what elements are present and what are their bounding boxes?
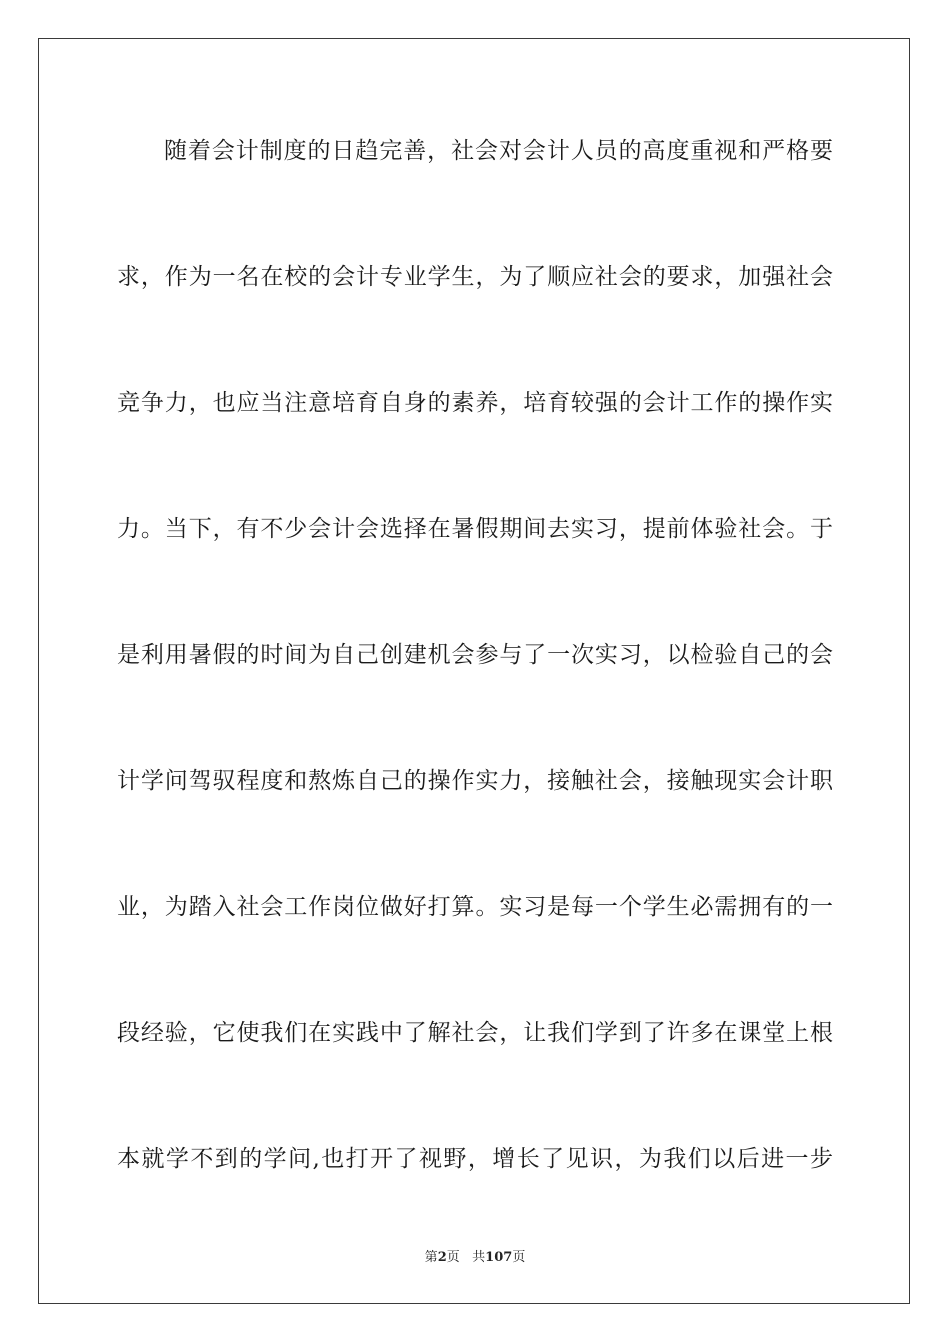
paragraph-line-6: 计学问驾驭程度和熬炼自己的操作实力，接触社会，接触现实会计职 — [117, 768, 833, 794]
paragraph-line-4: 力。当下，有不少会计会选择在暑假期间去实习，提前体验社会。于 — [117, 516, 833, 542]
paragraph-line-2: 求，作为一名在校的会计专业学生，为了顺应社会的要求，加强社会 — [117, 264, 833, 290]
paragraph-line-3: 竞争力，也应当注意培育自身的素养，培育较强的会计工作的操作实 — [117, 390, 833, 416]
total-prefix: 共 — [472, 1250, 486, 1265]
paragraph-line-9: 本就学不到的学问,也打开了视野，增长了见识，为我们以后进一步 — [117, 1146, 833, 1172]
page-suffix: 页 — [446, 1250, 460, 1265]
page-prefix: 第 — [424, 1250, 438, 1265]
paragraph-line-7: 业，为踏入社会工作岗位做好打算。实习是每一个学生必需拥有的一 — [117, 894, 833, 920]
total-pages: 107 — [485, 1250, 513, 1265]
document-body — [117, 115, 833, 1249]
paragraph-line-1: 随着会计制度的日趋完善，社会对会计人员的高度重视和严格要 — [164, 138, 833, 164]
page-number: 2 — [437, 1250, 447, 1265]
paragraph-line-8: 段经验，它使我们在实践中了解社会，让我们学到了许多在课堂上根 — [117, 1020, 833, 1046]
total-suffix: 页 — [512, 1250, 526, 1265]
paragraph-line-5: 是利用暑假的时间为自己创建机会参与了一次实习，以检验自己的会 — [117, 642, 833, 668]
page-footer — [0, 1246, 950, 1265]
